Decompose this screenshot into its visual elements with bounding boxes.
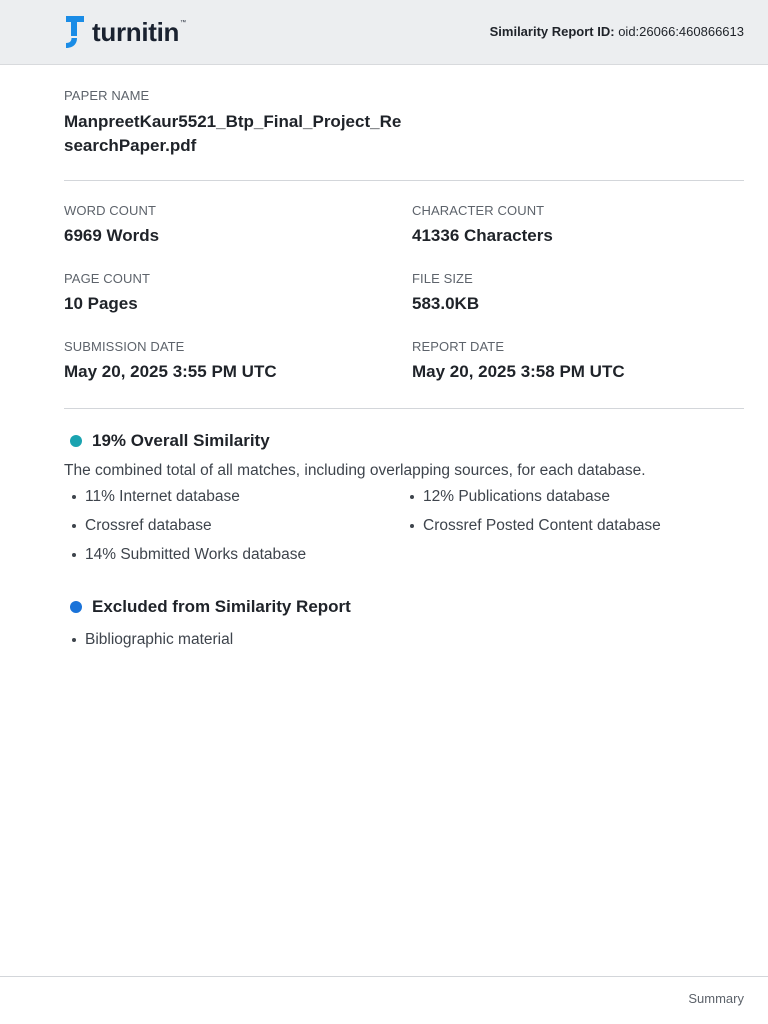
similarity-source-text: Crossref database [85, 517, 212, 534]
word-count-value: 6969 Words [64, 226, 160, 245]
turnitin-logo [63, 14, 186, 50]
divider [64, 408, 744, 409]
report-id-label: Similarity Report ID: [489, 24, 615, 39]
similarity-source-item [72, 546, 306, 564]
file-size-value: 583.0KB [412, 294, 480, 313]
paper-name-label: PAPER NAME [64, 88, 150, 103]
similarity-source-text: 11% Internet database [85, 488, 240, 505]
overall-similarity-heading [70, 431, 270, 451]
page-count-value: 10 Pages [64, 294, 138, 313]
bullet-icon [72, 638, 76, 642]
submission-date-label: SUBMISSION DATE [64, 339, 185, 354]
similarity-source-item [410, 488, 610, 506]
similarity-description: The combined total of all matches, including overlapping sources, for each database. [64, 462, 646, 479]
report-date-label: REPORT DATE [412, 339, 505, 354]
page-count-label: PAGE COUNT [64, 271, 150, 286]
turnitin-mark-icon [63, 14, 87, 50]
submission-date-value: May 20, 2025 3:55 PM UTC [64, 362, 277, 381]
similarity-report-id [490, 24, 744, 39]
file-size-label: FILE SIZE [412, 271, 473, 286]
bullet-icon [72, 553, 76, 557]
footer-summary-label: Summary [688, 991, 744, 1006]
excluded-title: Excluded from Similarity Report [92, 597, 351, 616]
divider [64, 180, 744, 181]
bullet-icon [410, 524, 414, 528]
bullet-icon [410, 495, 414, 499]
word-count-label: WORD COUNT [64, 203, 156, 218]
bullet-icon [72, 524, 76, 528]
trademark-symbol: ™ [180, 20, 187, 26]
excluded-dot-icon [70, 601, 82, 613]
similarity-source-text: 14% Submitted Works database [85, 546, 307, 563]
footer-divider [0, 976, 768, 977]
similarity-source-item [72, 517, 212, 535]
bullet-icon [72, 495, 76, 499]
similarity-source-text: Crossref Posted Content database [423, 517, 661, 534]
report-id-value: oid:26066:460866613 [618, 24, 744, 39]
character-count-value: 41336 Characters [412, 226, 553, 245]
similarity-source-text: 12% Publications database [423, 488, 610, 505]
similarity-source-item [410, 517, 661, 535]
logo-text: turnitin [92, 16, 180, 47]
report-date-value: May 20, 2025 3:58 PM UTC [412, 362, 625, 381]
excluded-item-text: Bibliographic material [85, 631, 234, 648]
overall-similarity-title: 19% Overall Similarity [92, 431, 270, 450]
similarity-dot-icon [70, 435, 82, 447]
paper-name-value: ManpreetKaur5521_Btp_Final_Project_ResearchPaper.pdf [64, 112, 402, 155]
character-count-label: CHARACTER COUNT [412, 203, 545, 218]
excluded-item [72, 631, 233, 649]
similarity-source-item [72, 488, 240, 506]
excluded-heading [70, 597, 351, 617]
report-header [0, 0, 768, 65]
